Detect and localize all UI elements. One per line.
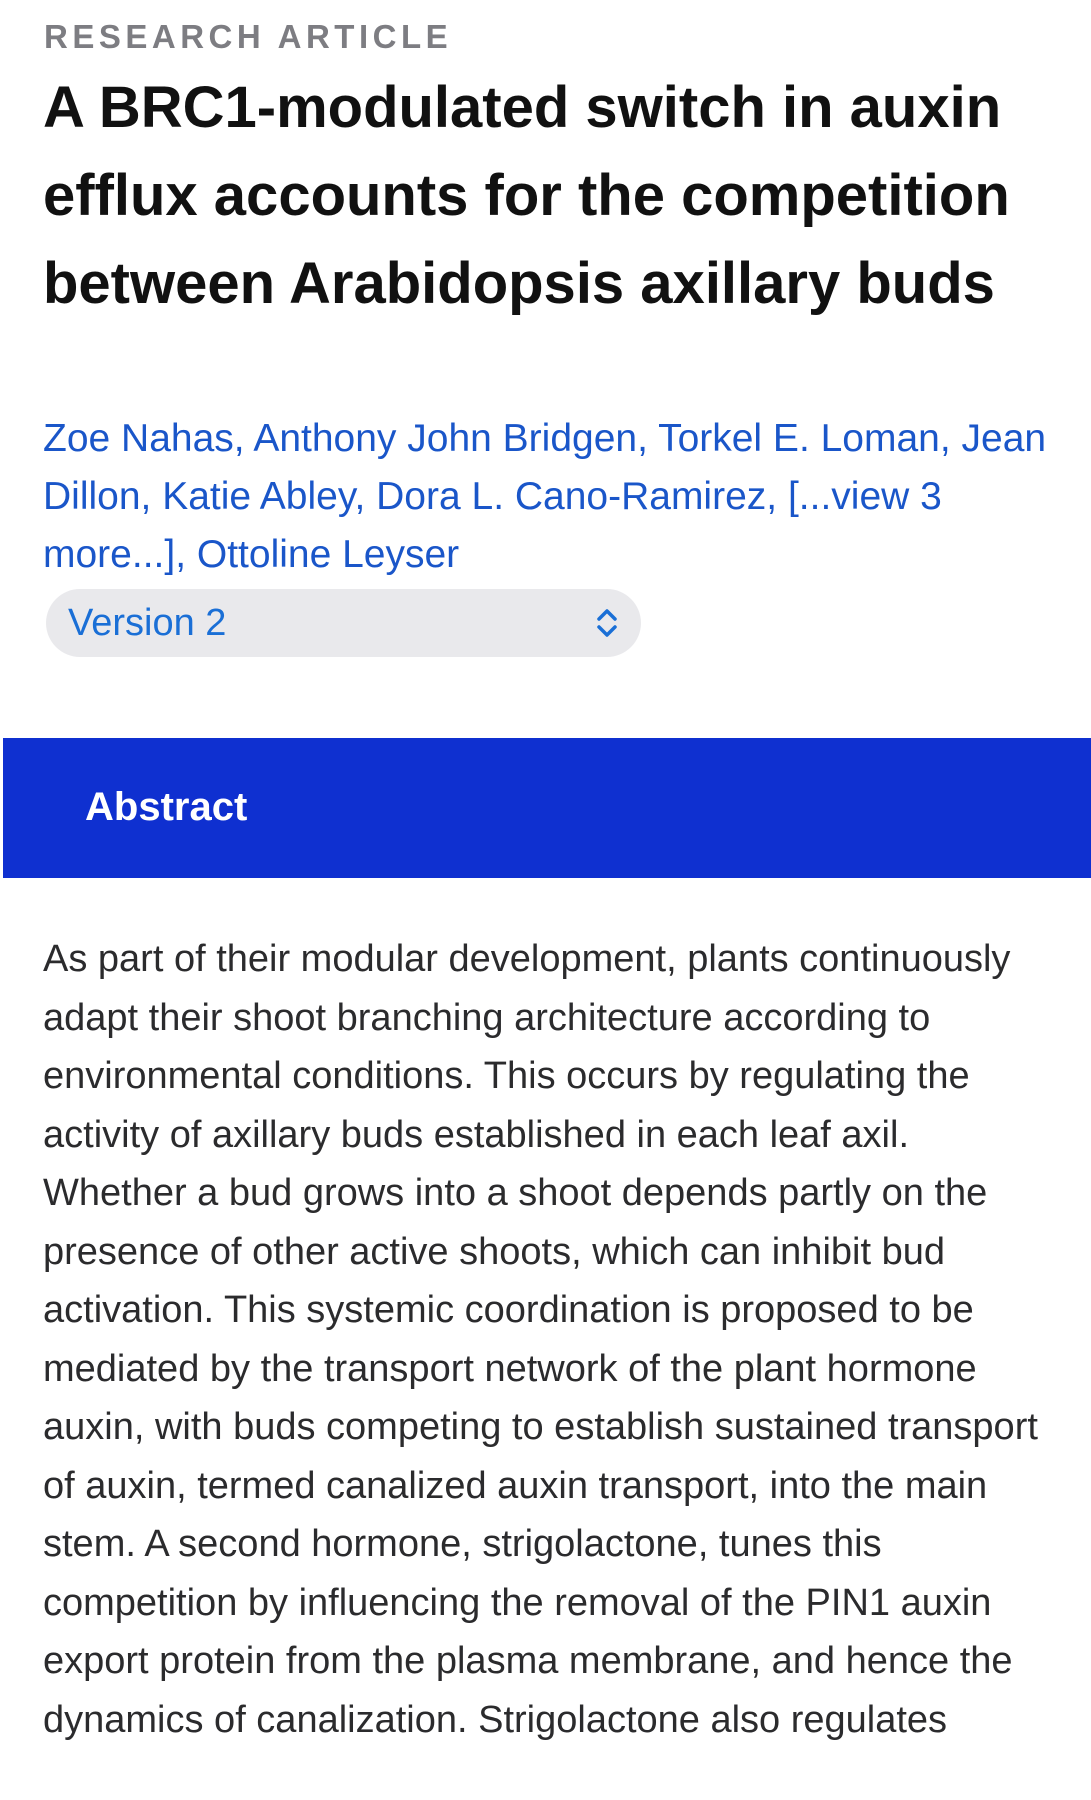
author-link[interactable]: Torkel E. Loman (658, 417, 940, 460)
author-separator: , (175, 533, 197, 576)
author-link[interactable]: Zoe Nahas (43, 417, 234, 460)
author-separator: , (637, 417, 659, 460)
article-title: A BRC1-modulated switch in auxin efflux accounts for the competition between Arabidopsis axillary buds (43, 75, 1010, 316)
article-type-label: RESEARCH ARTICLE (44, 18, 453, 55)
view-more-authors-link[interactable]: [...view 3 more...] (43, 475, 942, 576)
author-separator: , (766, 475, 788, 518)
author-list (43, 410, 1073, 584)
author-separator: , (140, 475, 163, 518)
author-separator: , (354, 475, 377, 518)
version-select-value: Version 2 (68, 601, 227, 644)
author-link[interactable]: Katie Abley (162, 475, 355, 518)
author-link[interactable]: Ottoline Leyser (196, 533, 460, 576)
abstract-heading: Abstract (85, 785, 248, 829)
author-link[interactable]: Jean Dillon (43, 417, 1047, 518)
author-link[interactable]: Dora L. Cano-Ramirez (376, 475, 767, 518)
abstract-section-header[interactable] (3, 738, 1091, 878)
abstract-text: As part of their modular development, plants continuously adapt their shoot branching architecture according to environmental conditions. This occurs by regulating the activity of axillary buds established in each leaf axil. Whether a bud grows into a shoot depends partly on the presence of other active shoots, which can inhibit bud activation. This systemic coordination is proposed to be mediated by the transport network of the plant hormone auxin, with buds competing to establish sustained transport of auxin, termed canalized auxin transport, into the main stem. A second hormone, strigolactone, tunes this competition by influencing the removal of the PIN1 auxin export protein from the plasma membrane, and hence the dynamics of canalization. Strigolactone also regulates (43, 938, 1038, 1741)
author-separator: , (939, 417, 962, 460)
author-link[interactable]: Anthony John Bridgen (253, 417, 638, 460)
author-separator: , (233, 417, 254, 460)
chevron-up-down-icon (589, 605, 625, 641)
version-select[interactable] (46, 589, 641, 657)
